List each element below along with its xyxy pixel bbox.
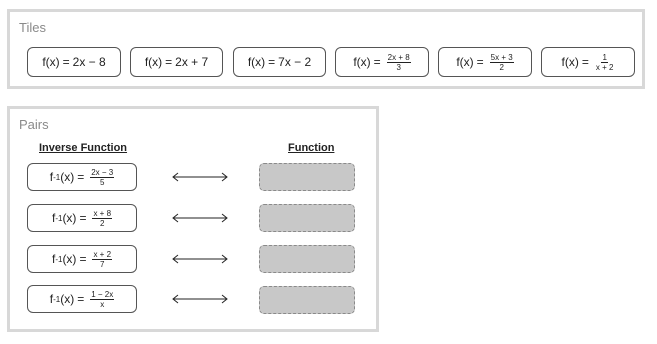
inverse-denominator: x	[100, 299, 105, 309]
inverse-eq: =	[77, 292, 85, 306]
tile-5[interactable]	[541, 47, 635, 77]
inverse-denominator: 7	[100, 259, 105, 269]
function-header: Function	[288, 142, 335, 154]
tile-fraction	[387, 53, 411, 72]
tile-eq: =	[165, 55, 173, 69]
tile-fraction	[490, 53, 514, 72]
inverse-sup: -1	[53, 294, 61, 304]
tile-fx: f(x)	[42, 55, 60, 69]
inverse-sup: -1	[53, 172, 61, 182]
tile-fx: f(x)	[456, 55, 474, 69]
inverse-fraction	[92, 209, 112, 228]
inverse-fname: f	[51, 211, 56, 225]
inverse-fraction	[90, 168, 114, 187]
tile-1[interactable]	[130, 47, 223, 77]
tile-fx: f(x)	[561, 55, 579, 69]
tiles-title: Tiles	[19, 20, 46, 35]
inverse-fname: f	[49, 170, 54, 184]
inverse-numerator: 1 − 2x	[91, 289, 114, 299]
tile-2[interactable]	[233, 47, 326, 77]
double-headed-arrow-icon	[171, 171, 229, 183]
tile-fx: f(x)	[247, 55, 266, 69]
inverse-arg: (x)	[62, 211, 77, 225]
double-headed-arrow-icon	[171, 293, 229, 305]
inverse-function-box	[27, 245, 137, 273]
inverse-arg: (x)	[62, 252, 77, 266]
tile-denominator: 2	[499, 62, 504, 72]
function-drop-slot[interactable]	[259, 204, 355, 232]
inverse-function-box	[27, 285, 137, 313]
inverse-sup: -1	[55, 213, 63, 223]
tile-fx: f(x)	[144, 55, 163, 69]
inverse-arg: (x)	[60, 292, 75, 306]
tile-denominator: 3	[396, 62, 401, 72]
tiles-panel	[7, 9, 645, 89]
inverse-denominator: 5	[100, 177, 105, 187]
tile-numerator: 2x + 8	[387, 52, 410, 62]
inverse-fraction	[90, 290, 114, 309]
pairs-title: Pairs	[19, 117, 49, 132]
inverse-fname: f	[49, 292, 54, 306]
tile-denominator: x + 2	[595, 62, 614, 72]
tile-fx: f(x)	[353, 55, 371, 69]
inverse-eq: =	[77, 170, 85, 184]
function-drop-slot[interactable]	[259, 245, 355, 273]
tile-expr: 2x + 7	[175, 55, 209, 69]
tile-eq: =	[62, 55, 70, 69]
inverse-function-box	[27, 204, 137, 232]
double-headed-arrow-icon	[171, 253, 229, 265]
pairs-panel	[7, 106, 379, 332]
tile-numerator: 1	[602, 52, 607, 62]
tile-expr: 2x − 8	[72, 55, 106, 69]
inverse-eq: =	[79, 252, 87, 266]
tile-eq: =	[581, 55, 589, 69]
inverse-denominator: 2	[100, 218, 105, 228]
inverse-sup: -1	[55, 254, 63, 264]
inverse-numerator: x + 8	[93, 208, 112, 218]
tile-eq: =	[268, 55, 276, 69]
tile-expr: 7x − 2	[278, 55, 312, 69]
inverse-eq: =	[79, 211, 87, 225]
double-headed-arrow-icon	[171, 212, 229, 224]
function-drop-slot[interactable]	[259, 286, 355, 314]
inverse-numerator: x + 2	[93, 249, 112, 259]
inverse-function-box	[27, 163, 137, 191]
tile-eq: =	[373, 55, 381, 69]
inverse-fraction	[92, 250, 112, 269]
inverse-function-header: Inverse Function	[39, 142, 128, 154]
inverse-arg: (x)	[60, 170, 75, 184]
tile-4[interactable]	[438, 47, 532, 77]
function-drop-slot[interactable]	[259, 163, 355, 191]
tile-3[interactable]	[335, 47, 429, 77]
inverse-fname: f	[51, 252, 56, 266]
tile-numerator: 5x + 3	[490, 52, 513, 62]
tile-fraction	[595, 53, 615, 72]
tile-0[interactable]	[27, 47, 121, 77]
tile-eq: =	[476, 55, 484, 69]
inverse-numerator: 2x − 3	[91, 167, 114, 177]
